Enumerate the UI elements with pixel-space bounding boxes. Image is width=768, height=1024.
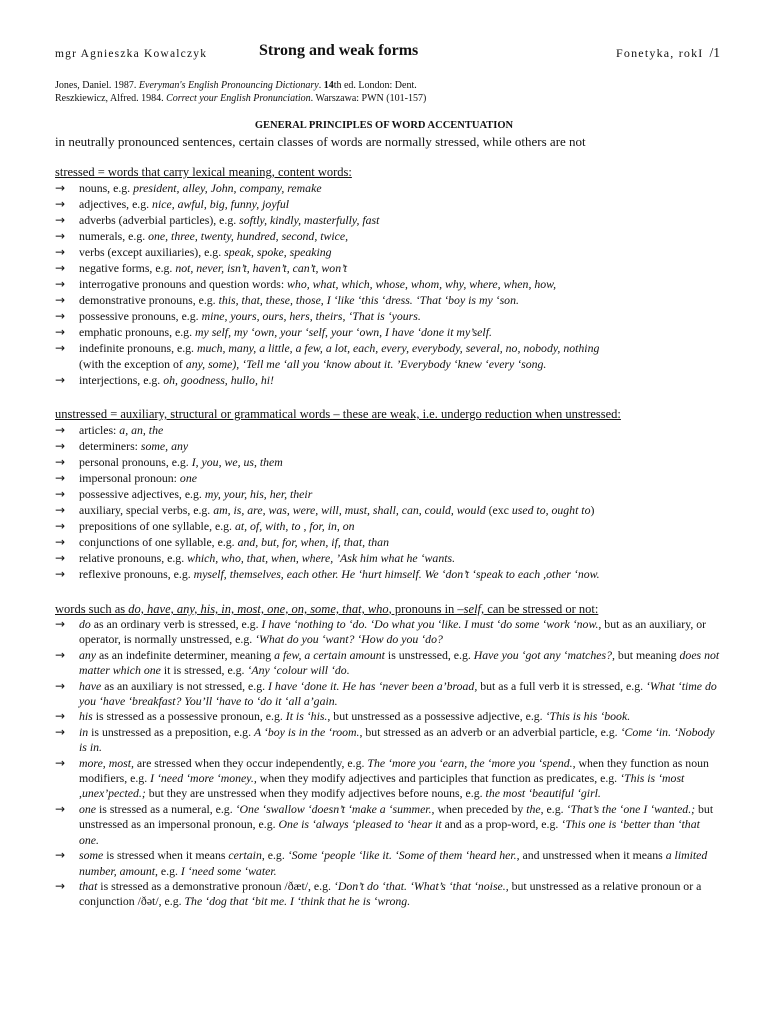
list-item: → relative pronouns, e.g. which, who, that, when, where, ’Ask him what he ‘wants. [55, 551, 456, 565]
list-item: → his is stressed as a possessive pronoun, e.g. It is ‘his., but unstressed as a possessive adjective, e.g. ‘This is his ‘book. [55, 709, 631, 724]
right-arrow-icon: → [55, 724, 66, 739]
right-arrow-icon: → [55, 535, 66, 549]
unstressed-words-section [55, 406, 720, 582]
variable-stress-section [55, 601, 720, 910]
unstressed-list [55, 422, 720, 582]
list-item: → that is stressed as a demonstrative pronoun /ðæt/, e.g. ‘Don’t do ‘that. ‘What’s ‘that ‘noise., but unstressed as a relative pronoun or a conjunction /ðət/, e.g. The ‘dog that ‘bit me. I ‘think that he is ‘wrong. [55, 878, 702, 909]
right-arrow-icon: → [55, 325, 66, 339]
right-arrow-icon: → [55, 617, 66, 631]
stressed-list [55, 180, 720, 388]
course-name: Fonetyka, rokI [616, 46, 704, 60]
right-arrow-icon: → [55, 487, 66, 501]
right-arrow-icon: → [55, 341, 66, 355]
list-item: → demonstrative pronouns, e.g. this, that, these, those, I ‘like ‘this ‘dress. ‘That ‘boy is my ‘son. [55, 293, 519, 307]
references [55, 80, 426, 105]
right-arrow-icon: → [55, 755, 66, 770]
right-arrow-icon: → [55, 709, 66, 724]
list-item: → negative forms, e.g. not, never, isn’t, haven’t, can’t, won’t [55, 261, 347, 275]
variable-list [55, 617, 720, 910]
list-item: → impersonal pronoun: one [55, 471, 197, 485]
list-item: → reflexive pronouns, e.g. myself, themselves, each other. He ‘hurt himself. We ‘don’t ‘speak to each ,other ‘now. [55, 567, 600, 581]
right-arrow-icon: → [55, 678, 66, 693]
right-arrow-icon: → [55, 213, 66, 227]
right-arrow-icon: → [55, 848, 66, 863]
unstressed-section-title: unstressed = auxiliary, structural or grammatical words – these are weak, i.e. undergo reduction when unstressed: [55, 407, 621, 421]
right-arrow-icon: → [55, 647, 66, 662]
right-arrow-icon: → [55, 551, 66, 565]
course-label [616, 45, 720, 61]
list-item: → determiners: some, any [55, 439, 189, 453]
variable-section-title: words such as do, have, any, his, in, most, one, on, some, that, who, pronouns in –self, can be stressed or not: [55, 602, 599, 616]
right-arrow-icon: → [55, 567, 66, 581]
list-item: → emphatic pronouns, e.g. my self, my ‘own, your ‘self, your ‘own, I have ‘done it my’self. [55, 325, 492, 339]
right-arrow-icon: → [55, 373, 66, 387]
right-arrow-icon: → [55, 878, 66, 893]
list-item: → numerals, e.g. one, three, twenty, hundred, second, twice, [55, 229, 349, 243]
list-item: → more, most, are stressed when they occur independently, e.g. The ‘more you ‘earn, the ‘more you ‘spend., when they function as noun modifiers, e.g. I ‘need ‘more ‘money., when they modify adjectives and participles that function as predicates, e.g. ‘This is ‘most ,unex’pected.; but they are unstressed when they modify adjectives before nouns, e.g. the most ‘beautiful ‘girl. [55, 755, 709, 801]
document-title: Strong and weak forms [259, 42, 419, 59]
page-number: /1 [709, 45, 720, 60]
list-item: → adjectives, e.g. nice, awful, big, funny, joyful [55, 197, 290, 211]
list-item: → adverbs (adverbial particles), e.g. softly, kindly, masterfully, fast [55, 213, 380, 227]
stressed-words-section [55, 164, 720, 388]
list-item: → possessive adjectives, e.g. my, your, his, her, their [55, 487, 313, 501]
list-item: → verbs (except auxiliaries), e.g. speak, spoke, speaking [55, 245, 332, 259]
list-item: → have as an auxiliary is not stressed, e.g. I have ‘done it. He has ‘never been a’broad, but as a full verb it is stressed, e.g. ‘What ‘time do you ‘have ‘breakfast? You’ll ‘have to ‘do it ‘all a’gain. [55, 678, 717, 709]
list-item: → indefinite pronouns, e.g. much, many, a little, a few, a lot, each, every, everybody, several, no, nobody, nothing (with the exception of any, some), ‘Tell me ‘all you ‘know about it. ’Everybody ‘knew ‘every ‘song. [55, 341, 600, 371]
list-item: → any as an indefinite determiner, meaning a few, a certain amount is unstressed, e.g. Have you ‘got any ‘matches?, but meaning does not matter which one it is stressed, e.g. ‘Any ‘colour will ‘do. [55, 647, 720, 678]
author-name: mgr Agnieszka Kowalczyk [55, 48, 208, 60]
list-item: → some is stressed when it means certain, e.g. ‘Some ‘people ‘like it. ‘Some of them ‘heard her., and unstressed when it means a limited number, amount, e.g. I ‘need some ‘water. [55, 848, 708, 878]
page-header [55, 42, 720, 66]
right-arrow-icon: → [55, 439, 66, 453]
list-item: → personal pronouns, e.g. I, you, we, us, them [55, 455, 283, 469]
list-item: → articles: a, an, the [55, 423, 164, 437]
section-heading: GENERAL PRINCIPLES OF WORD ACCENTUATION [254, 120, 514, 131]
right-arrow-icon: → [55, 503, 66, 517]
right-arrow-icon: → [55, 519, 66, 533]
list-item: → auxiliary, special verbs, e.g. am, is, are, was, were, will, must, shall, can, could, would (exc used to, ought to) [55, 503, 595, 517]
list-item: → in is unstressed as a preposition, e.g. A ‘boy is in the ‘room., but stressed as an adverb or an adverbial particle, e.g. ‘Come ‘in. ‘Nobody is in. [55, 724, 715, 755]
right-arrow-icon: → [55, 293, 66, 307]
right-arrow-icon: → [55, 471, 66, 485]
right-arrow-icon: → [55, 261, 66, 275]
list-item: → one is stressed as a numeral, e.g. ‘One ‘swallow ‘doesn’t ‘make a ‘summer., when preceded by the, e.g. ‘That’s the ‘one I ‘wanted.; but unstressed as an impersonal pronoun, e.g. One is ‘always ‘pleased to ‘hear it and as a prop-word, e.g. ‘This one is ‘better than ‘that one. [55, 801, 714, 847]
reference-item: Jones, Daniel. 1987. Everyman's English Pronouncing Dictionary. 14th ed. London: Dent. [55, 80, 417, 91]
right-arrow-icon: → [55, 801, 66, 816]
right-arrow-icon: → [55, 455, 66, 469]
right-arrow-icon: → [55, 181, 66, 195]
right-arrow-icon: → [55, 229, 66, 243]
intro-text: in neutrally pronounced sentences, certain classes of words are normally stressed, while others are not [55, 134, 586, 149]
reference-item: Reszkiewicz, Alfred. 1984. Correct your English Pronunciation. Warszawa: PWN (101-157) [55, 92, 427, 104]
list-item: → conjunctions of one syllable, e.g. and, but, for, when, if, that, than [55, 535, 389, 549]
right-arrow-icon: → [55, 197, 66, 211]
right-arrow-icon: → [55, 245, 66, 259]
list-item: → interrogative pronouns and question words: who, what, which, whose, whom, why, where, when, how, [55, 277, 557, 291]
right-arrow-icon: → [55, 277, 66, 291]
list-item: → nouns, e.g. president, alley, John, company, remake [55, 181, 322, 195]
stressed-section-title: stressed = words that carry lexical meaning, content words: [55, 165, 352, 179]
list-item: → do as an ordinary verb is stressed, e.g. I have ‘nothing to ‘do. ‘Do what you ‘like. I must ‘do some ‘work ‘now., but as an auxiliary, or operator, is normally unstressed, e.g. ‘What do you ‘want? ‘How do you ‘do? [55, 617, 707, 647]
right-arrow-icon: → [55, 423, 66, 437]
list-item: → interjections, e.g. oh, goodness, hullo, hi! [55, 373, 274, 387]
list-item: → possessive pronouns, e.g. mine, yours, ours, hers, theirs, ‘That is ‘yours. [55, 309, 421, 323]
right-arrow-icon: → [55, 309, 66, 323]
list-item: → prepositions of one syllable, e.g. at, of, with, to , for, in, on [55, 519, 355, 533]
